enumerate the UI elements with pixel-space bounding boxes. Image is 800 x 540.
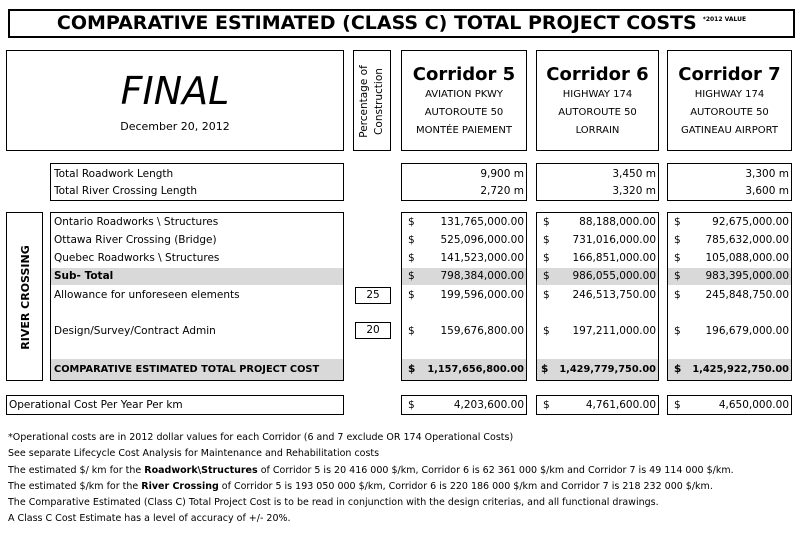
footnotes	[8, 430, 798, 528]
status-word: FINAL	[120, 69, 230, 113]
subtotal-value: 983,395,000.00	[705, 270, 789, 282]
corridor-name: Corridor 7	[678, 64, 781, 85]
subtotal-value: 986,055,000.00	[572, 270, 656, 282]
currency-symbol: $	[674, 234, 681, 246]
length-row-label: Total Roadwork Length	[54, 168, 174, 180]
cost-value: 88,188,000.00	[579, 216, 656, 228]
cost-value: 131,765,000.00	[440, 216, 524, 228]
cost-value: 159,676,800.00	[440, 325, 524, 337]
value-note: *2012 VALUE	[702, 16, 747, 23]
title-text: COMPARATIVE ESTIMATED (CLASS C) TOTAL PROJECT COSTS	[56, 12, 697, 34]
total-value: 1,157,656,800.00	[427, 364, 524, 375]
cost-value: 246,513,750.00	[572, 289, 656, 301]
cost-value: 141,523,000.00	[440, 252, 524, 264]
length-value: 9,900 m	[480, 168, 524, 180]
percentage-header: Percentage of Construction	[358, 65, 385, 138]
currency-symbol: $	[408, 234, 415, 246]
total-value: 1,429,779,750.00	[559, 364, 656, 375]
page-title	[8, 9, 795, 38]
currency-symbol: $	[543, 216, 550, 228]
allowance-percentage: 25	[355, 287, 391, 304]
footnote: The Comparative Estimated (Class C) Total Project Cost is to be read in conjunction with the design criterias, and all functional drawings.	[8, 497, 659, 509]
length-value: 3,450 m	[612, 168, 656, 180]
operational-value: 4,650,000.00	[718, 399, 789, 411]
length-value: 3,300 m	[745, 168, 789, 180]
footnote-text: The estimated $/ km for the	[8, 464, 145, 476]
currency-symbol: $	[408, 289, 415, 301]
footnote-emphasis: Roadwork\Structures	[144, 464, 258, 476]
corridor-name: Corridor 5	[412, 64, 516, 85]
footnote-text: The estimated $/km for the	[8, 480, 142, 492]
footnote	[8, 463, 798, 479]
footnote: A Class C Cost Estimate has a level of accuracy of +/- 20%.	[8, 513, 291, 525]
footnote: See separate Lifecycle Cost Analysis for Maintenance and Rehabilitation costs	[8, 448, 380, 460]
currency-symbol: $	[543, 325, 550, 337]
currency-symbol: $	[543, 234, 550, 246]
corridor-route: HIGHWAY 174	[694, 89, 765, 100]
cost-value: 785,632,000.00	[705, 234, 789, 246]
currency-symbol: $	[543, 399, 550, 411]
footnote-text: of Corridor 5 is 20 416 000 $/km, Corridor 6 is 62 361 000 $/km and Corridor 7 is 49 114 000 $/km.	[257, 464, 734, 476]
cost-row-label: Design/Survey/Contract Admin	[54, 325, 216, 337]
currency-symbol: $	[674, 399, 681, 411]
footnote: *Operational costs are in 2012 dollar values for each Corridor (6 and 7 exclude OR 174 Operational Costs)	[8, 432, 514, 443]
river-crossing-section-label-box	[6, 212, 43, 381]
corridor-route: MONTÉE PAIEMENT	[416, 125, 512, 136]
cost-row-label: Allowance for unforeseen elements	[54, 289, 240, 301]
length-value: 2,720 m	[480, 185, 524, 197]
status-date: December 20, 2012	[120, 120, 230, 133]
design-percentage: 20	[355, 322, 391, 339]
corridor-header-5	[401, 50, 527, 151]
subtotal-label: Sub- Total	[54, 270, 114, 282]
length-value: 3,320 m	[612, 185, 656, 197]
length-value: 3,600 m	[745, 185, 789, 197]
cost-value: 196,679,000.00	[705, 325, 789, 337]
length-row-label: Total River Crossing Length	[54, 185, 197, 197]
cost-value: 731,016,000.00	[572, 234, 656, 246]
cost-value: 92,675,000.00	[712, 216, 789, 228]
cost-row-label: Ontario Roadworks \ Structures	[54, 216, 219, 228]
cost-value: 197,211,000.00	[572, 325, 656, 337]
subtotal-value: 798,384,000.00	[440, 270, 524, 282]
corridor-route: AUTOROUTE 50	[424, 107, 504, 118]
currency-symbol: $	[543, 289, 550, 301]
currency-symbol: $	[674, 289, 681, 301]
corridor-route: GATINEAU AIRPORT	[681, 125, 778, 136]
river-crossing-section-label: RIVER CROSSING	[19, 245, 32, 350]
footnote-text: of Corridor 5 is 193 050 000 $/km, Corridor 6 is 220 186 000 $/km and Corridor 7 is 218 232 000 $/km.	[218, 480, 713, 492]
total-label: COMPARATIVE ESTIMATED TOTAL PROJECT COST	[54, 364, 320, 375]
cost-row-label: Quebec Roadworks \ Structures	[54, 252, 220, 264]
operational-label: Operational Cost Per Year Per km	[9, 399, 183, 411]
footnote	[8, 479, 798, 495]
currency-symbol: $	[543, 252, 550, 264]
corridor-header-6	[536, 50, 659, 151]
operational-value: 4,203,600.00	[453, 399, 524, 411]
currency-symbol: $	[408, 325, 415, 337]
percentage-header-box	[353, 50, 391, 151]
footnote-emphasis: River Crossing	[141, 480, 219, 492]
currency-symbol: $	[408, 252, 415, 264]
corridor-route: LORRAIN	[575, 125, 620, 136]
total-value: 1,425,922,750.00	[692, 364, 789, 375]
currency-symbol: $	[674, 363, 682, 375]
cost-value: 105,088,000.00	[705, 252, 789, 264]
operational-value: 4,761,600.00	[585, 399, 656, 411]
currency-symbol: $	[408, 216, 415, 228]
corridor-route: AUTOROUTE 50	[690, 107, 769, 118]
cost-value: 199,596,000.00	[440, 289, 524, 301]
corridor-route: HIGHWAY 174	[562, 89, 633, 100]
cost-value: 525,096,000.00	[440, 234, 524, 246]
cost-row-label: Ottawa River Crossing (Bridge)	[54, 234, 217, 246]
corridor-header-7	[667, 50, 792, 151]
currency-symbol: $	[541, 363, 549, 375]
currency-symbol: $	[543, 270, 550, 282]
currency-symbol: $	[408, 399, 415, 411]
currency-symbol: $	[408, 363, 416, 375]
currency-symbol: $	[674, 270, 681, 282]
cost-value: 166,851,000.00	[572, 252, 656, 264]
currency-symbol: $	[674, 252, 681, 264]
corridor-route: AUTOROUTE 50	[558, 107, 637, 118]
corridor-name: Corridor 6	[546, 64, 649, 85]
currency-symbol: $	[674, 325, 681, 337]
cost-value: 245,848,750.00	[705, 289, 789, 301]
currency-symbol: $	[408, 270, 415, 282]
currency-symbol: $	[674, 216, 681, 228]
corridor-route: AVIATION PKWY	[425, 89, 503, 100]
